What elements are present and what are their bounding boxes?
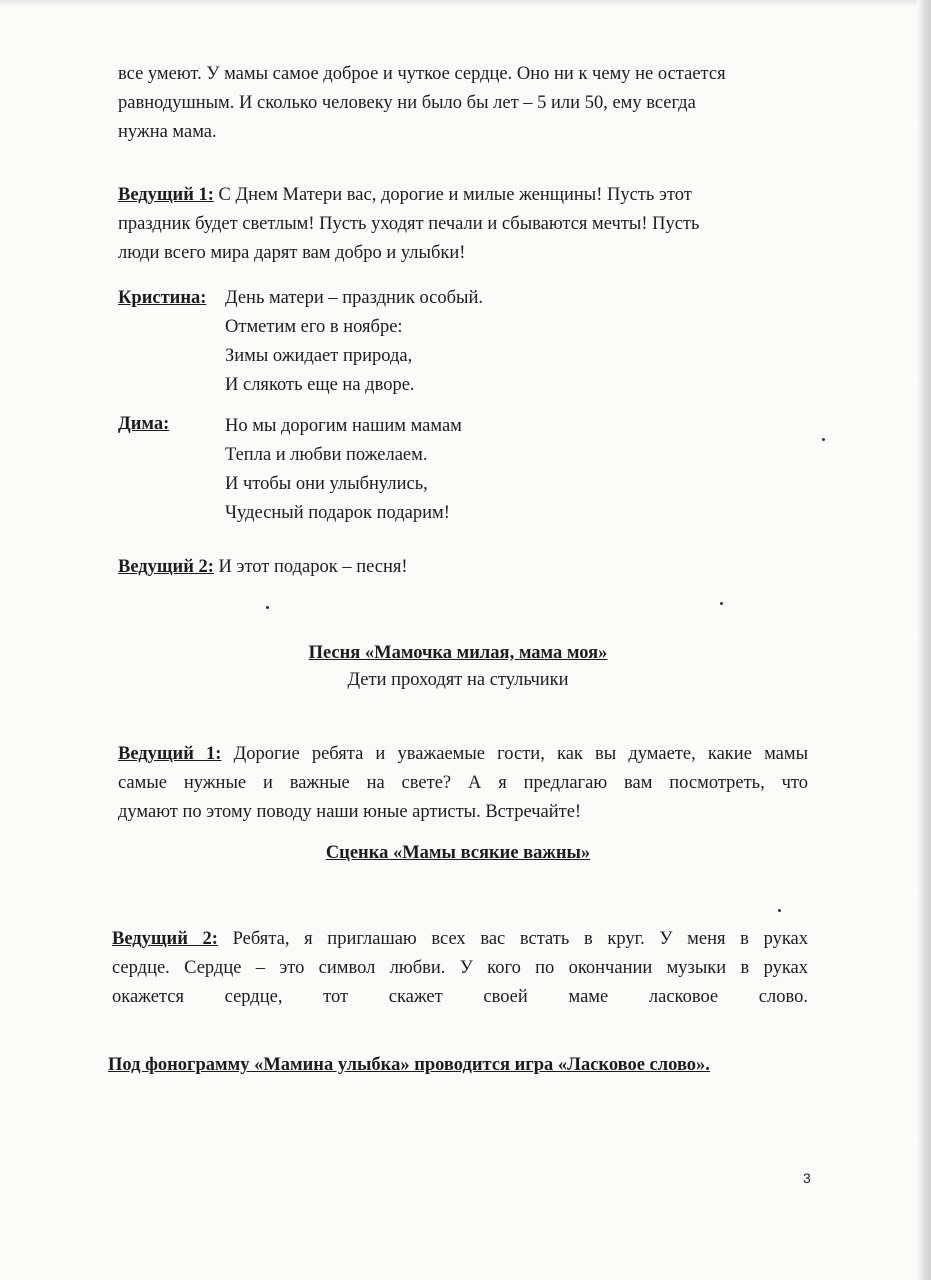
song-note: Дети проходят на стульчики xyxy=(347,670,569,690)
host1-line: самые нужные и важные на свете? А я предлагаю вам посмотреть, что xyxy=(118,773,808,793)
verse-line: Чудесный подарок подарим! xyxy=(225,503,450,523)
scan-speck xyxy=(822,438,825,441)
host2-text: Ребята, я приглашаю всех вас встать в круг. У меня в руках xyxy=(217,929,808,949)
song-title: Песня «Мамочка милая, мама моя» xyxy=(308,643,608,663)
host1-question xyxy=(118,740,808,827)
host1-line: думают по этому поводу наши юные артисты. Встречайте! xyxy=(118,802,582,822)
speaker-label: Ведущий 2: xyxy=(112,929,218,949)
host1-line: праздник будет светлым! Пусть уходят печали и сбываются мечты! Пусть xyxy=(118,214,700,234)
intro-paragraph xyxy=(118,60,798,147)
verse-line: День матери – праздник особый. xyxy=(225,288,483,308)
scan-speck xyxy=(720,602,723,605)
host2-text: И этот подарок – песня! xyxy=(213,557,408,577)
speaker-label: Кристина: xyxy=(118,288,207,308)
host2-line xyxy=(118,553,798,582)
scan-speck xyxy=(266,606,269,609)
host2-line: окажется сердце, тот скажет своей маме ласковое слово. xyxy=(112,987,808,1007)
intro-line: все умеют. У мамы самое доброе и чуткое сердце. Оно ни к чему не остается xyxy=(118,64,726,84)
dima-speaker xyxy=(118,410,169,439)
verse-line: Зимы ожидает природа, xyxy=(225,346,413,366)
speaker-label: Дима: xyxy=(118,414,170,434)
intro-line: нужна мама. xyxy=(118,122,217,142)
verse-line: И чтобы они улыбнулись, xyxy=(225,474,428,494)
host1-line: люди всего мира дарят вам добро и улыбки! xyxy=(118,243,466,263)
scan-speck xyxy=(778,909,781,912)
host2-first-line xyxy=(112,925,808,954)
speaker-label: Ведущий 1: xyxy=(118,744,222,764)
kristina-speaker xyxy=(118,284,206,313)
verse-line: Отметим его в ноябре: xyxy=(225,317,403,337)
host2-line: сердце. Сердце – это символ любви. У кого по окончании музыки в руках xyxy=(112,958,808,978)
verse-line: И слякоть еще на дворе. xyxy=(225,375,415,395)
host1-text: С Днем Матери вас, дорогие и милые женщины! Пусть этот xyxy=(213,185,692,205)
host1-greeting xyxy=(118,181,798,268)
dima-verse xyxy=(225,412,462,528)
scan-right-edge xyxy=(917,0,931,1280)
speaker-label: Ведущий 1: xyxy=(118,185,214,205)
host2-announcement xyxy=(118,553,798,582)
verse-line: Тепла и любви пожелаем. xyxy=(225,445,428,465)
host1-first-line xyxy=(118,740,808,769)
game-announcement: Под фонограмму «Мамина улыбка» проводится игра «Ласковое слово». xyxy=(108,1055,710,1075)
scene-title: Сценка «Мамы всякие важны» xyxy=(325,843,591,863)
host1-first-line xyxy=(118,181,798,210)
scene-section xyxy=(118,843,798,864)
intro-line: равнодушным. И сколько человеку ни было бы лет – 5 или 50, ему всегда xyxy=(118,93,696,113)
song-section xyxy=(118,643,798,691)
scan-top-edge xyxy=(0,0,931,6)
host1-text: Дорогие ребята и уважаемые гости, как вы думаете, какие мамы xyxy=(221,744,808,764)
verse-line: Но мы дорогим нашим мамам xyxy=(225,416,462,436)
page-number: 3 xyxy=(803,1170,811,1186)
speaker-label: Ведущий 2: xyxy=(118,557,214,577)
host2-invitation xyxy=(112,925,808,1012)
kristina-verse xyxy=(225,284,483,400)
